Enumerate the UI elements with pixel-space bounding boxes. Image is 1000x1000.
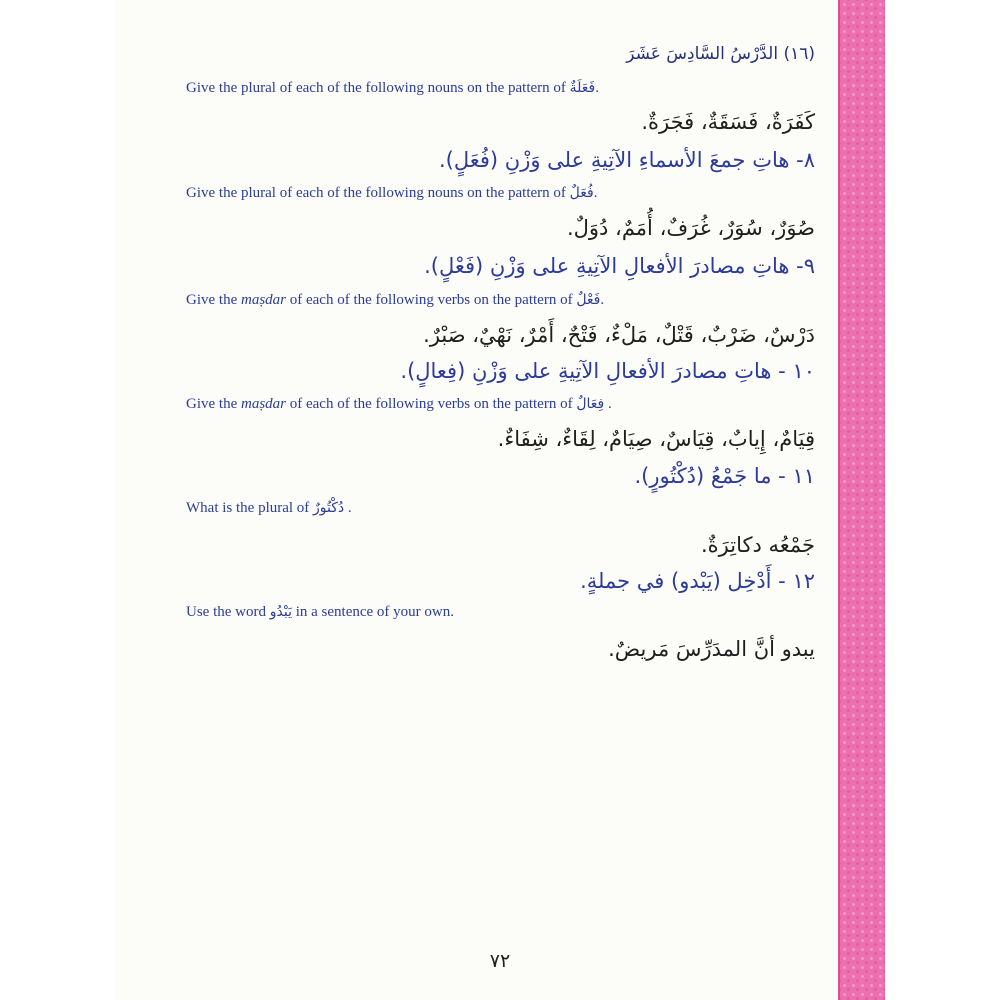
question-9: ٩- هاتِ مصادرَ الأفعالِ الآتِيةِ على وَزْنِ (فَعْلٍ). (424, 254, 815, 278)
answer-text: دَرْسٌ، ضَرْبٌ، قَتْلٌ، مَلْءٌ، فَتْحٌ، أَمْرٌ، نَهْيٌ، صَبْرٌ. (423, 323, 815, 347)
answer-text: يبدو أنَّ المدَرِّسَ مَريضٌ. (608, 637, 815, 661)
pattern-word: فَعَلَةٌ (569, 80, 596, 96)
instruction-english: Give the maṣdar of each of the following verbs on the pattern of فَعْلٌ. (186, 292, 605, 308)
question-12: ١٢ - أَدْخِل (يَبْدو) في جملةٍ. (580, 569, 815, 593)
question-10: ١٠ - هاتِ مصادرَ الأفعالِ الآتِيةِ على وَزْنِ (فِعالٍ). (400, 359, 815, 383)
pattern-word: يَبْدُو (269, 604, 292, 620)
answer-text: قِيَامٌ، إِيابٌ، قِيَاسٌ، صِيَامٌ، لِقَاءٌ، شِفَاءٌ. (497, 427, 815, 451)
pattern-word: فَعْلٌ (576, 292, 601, 308)
lesson-title: (١٦) الدَّرْسُ السَّادِسَ عَشَرَ (626, 44, 815, 64)
page-number: ٧٢ (489, 950, 511, 972)
instruction-english: Give the maṣdar of each of the following verbs on the pattern of فِعَالٌ . (186, 396, 612, 412)
decorative-pink-strip (840, 0, 885, 1000)
instruction-english: Give the plural of each of the following nouns on the pattern of فَعَلَةٌ. (186, 80, 599, 96)
pattern-word: فِعَالٌ (576, 396, 605, 412)
instruction-english: What is the plural of دُكْتُورٌ . (186, 500, 352, 516)
instruction-english: Use the word يَبْدُو in a sentence of your own. (186, 604, 455, 620)
answer-text: جَمْعُه دكاتِرَةٌ. (700, 533, 815, 557)
pattern-word: فُعَلٌ (569, 185, 594, 201)
question-11: ١١ - ما جَمْعُ (دُكْتُورٍ). (634, 464, 815, 488)
answer-text: كَفَرَةٌ، فَسَقَةٌ، فَجَرَةٌ. (641, 110, 815, 134)
question-8: ٨- هاتِ جمعَ الأسماءِ الآتِيةِ على وَزْنِ (فُعَلٍ). (438, 148, 815, 172)
pattern-word: دُكْتُورٌ (313, 500, 345, 516)
answer-text: صُوَرٌ، سُوَرٌ، غُرَفٌ، أُمَمٌ، دُوَلٌ. (566, 216, 815, 240)
instruction-english: Give the plural of each of the following nouns on the pattern of فُعَلٌ. (186, 185, 598, 201)
